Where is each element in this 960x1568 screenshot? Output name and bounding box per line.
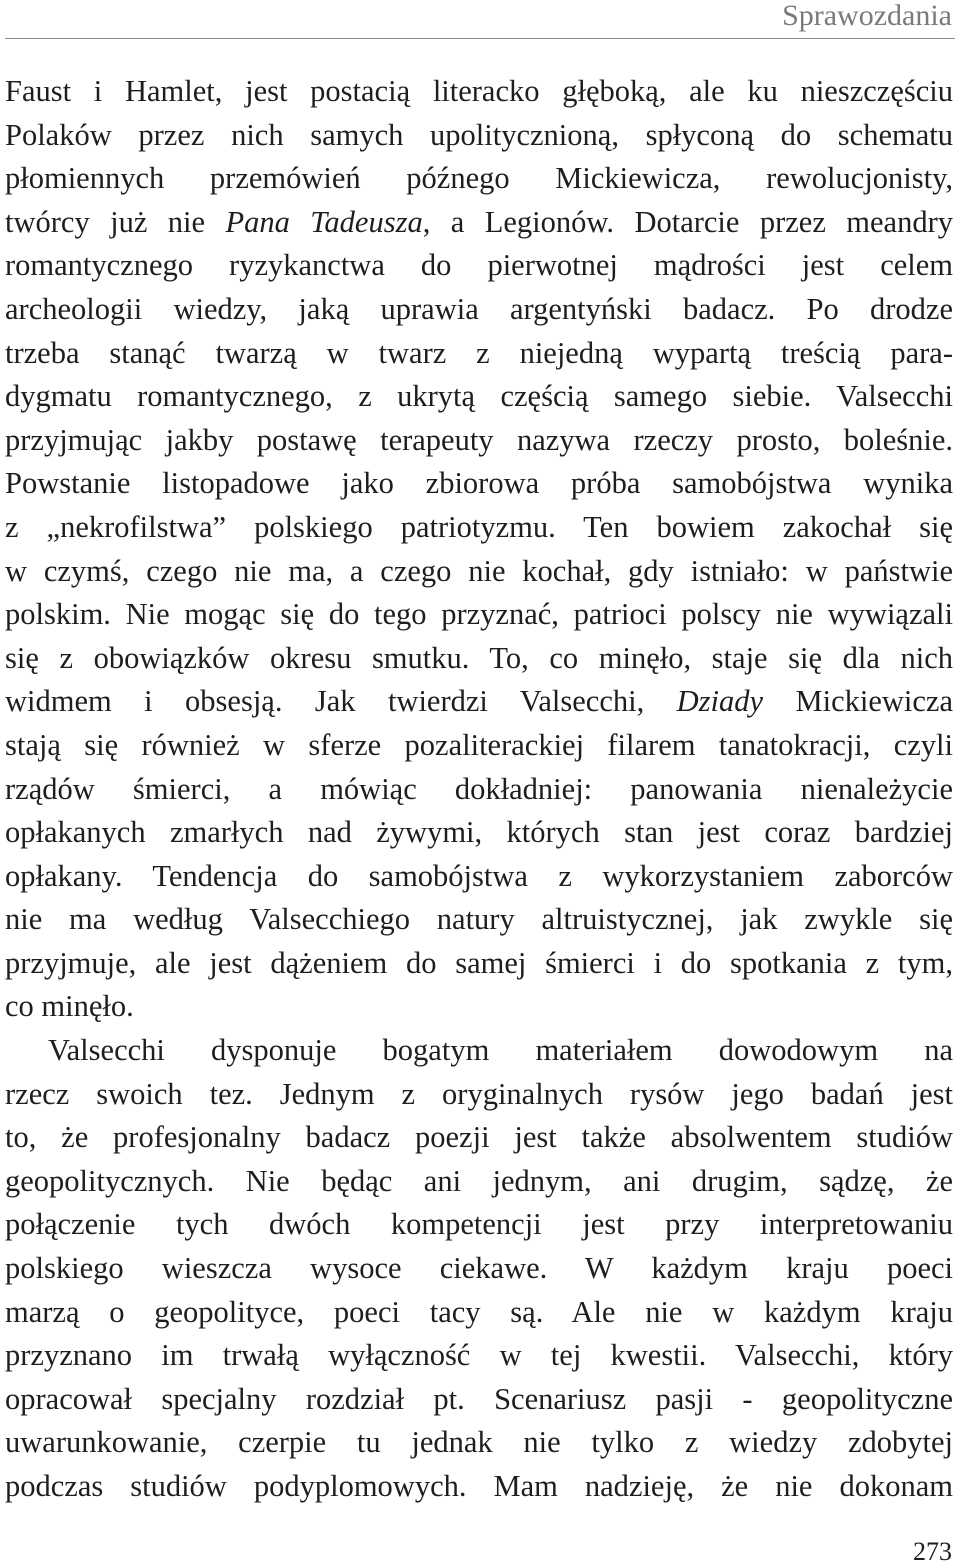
text-run: opłakany. Tendencja do samobójstwa z wykorzystaniem zaborców <box>5 858 953 893</box>
text-line <box>5 1116 953 1160</box>
text-line <box>5 898 953 942</box>
text-line <box>5 1160 953 1204</box>
text-line <box>5 1291 953 1335</box>
text-line <box>5 1421 953 1465</box>
text-run: archeologii wiedzy, jaką uprawia argentyński badacz. Po drodze <box>5 291 953 326</box>
text-run: widmem i obsesją. Jak twierdzi Valsecchi, <box>5 684 677 719</box>
text-run: trzeba stanąć twarzą w twarz z niejedną wypartą treścią para- <box>5 335 953 370</box>
text-line <box>5 70 953 114</box>
paragraph-p1 <box>5 70 953 1029</box>
text-run: geopolitycznych. Nie będąc ani jednym, ani drugim, sądzę, że <box>5 1163 953 1198</box>
text-run: rzecz swoich tez. Jednym z oryginalnych rysów jego badań jest <box>5 1076 953 1111</box>
text-line <box>5 419 953 463</box>
text-run: rządów śmierci, a mówiąc dokładniej: panowania nienależycie <box>5 771 953 806</box>
text-run: to, że profesjonalny badacz poezji jest także absolwentem studiów <box>5 1120 953 1155</box>
text-line <box>5 637 953 681</box>
text-line <box>5 855 953 899</box>
text-line <box>5 1073 953 1117</box>
text-run: Powstanie listopadowe jako zbiorowa próba samobójstwa wynika <box>5 466 953 501</box>
header-rule <box>5 38 955 39</box>
text-line <box>5 201 953 245</box>
text-run: dygmatu romantycznego, z ukrytą częścią samego siebie. Valsecchi <box>5 379 953 414</box>
text-line <box>5 985 953 1029</box>
text-run: polskim. Nie mogąc się do tego przyznać, patrioci polscy nie wywiązali <box>5 597 953 632</box>
text-run: z „nekrofilstwa” polskiego patriotyzmu. Ten bowiem zakochał się <box>5 509 953 544</box>
text-line <box>5 1465 953 1509</box>
text-line <box>5 1334 953 1378</box>
text-run: przyznano im trwałą wyłączność w tej kwestii. Valsecchi, który <box>5 1338 953 1373</box>
text-run: Polaków przez nich samych upolitycznioną, spłyconą do schematu <box>5 117 953 152</box>
text-run: twórcy już nie <box>5 204 226 239</box>
text-line <box>5 288 953 332</box>
text-line <box>5 462 953 506</box>
text-run: połączenie tych dwóch kompetencji jest przy interpretowaniu <box>5 1207 953 1242</box>
paragraph-p2 <box>5 1029 953 1509</box>
italic-title: Dziady <box>676 684 764 719</box>
text-run: co minęło. <box>5 989 134 1024</box>
running-head: Sprawozdania <box>782 0 952 32</box>
text-line <box>5 593 953 637</box>
text-line <box>5 1247 953 1291</box>
text-run: przyjmuje, ale jest dążeniem do samej śmierci i do spotkania z tym, <box>5 945 953 980</box>
text-line <box>5 1029 953 1073</box>
text-run: Faust i Hamlet, jest postacią literacko głęboką, ale ku nieszczęściu <box>5 74 953 108</box>
text-run: w czymś, czego nie ma, a czego nie kochał, gdy istniało: w państwie <box>5 553 953 588</box>
page-number: 273 <box>913 1537 952 1566</box>
text-run: polskiego wieszcza wysoce ciekawe. W każdym kraju poeci <box>5 1251 953 1286</box>
text-run: płomiennych przemówień późnego Mickiewicza, rewolucjonisty, <box>5 161 953 196</box>
text-run: , a Legionów. Dotarcie przez meandry <box>422 204 953 239</box>
text-line <box>5 157 953 201</box>
text-line <box>5 375 953 419</box>
text-run: uwarunkowanie, czerpie tu jednak nie tylko z wiedzy zdobytej <box>5 1425 953 1460</box>
text-run: Valsecchi dysponuje bogatym materiałem dowodowym na <box>48 1033 953 1068</box>
text-run: stają się również w sferze pozaliterackiej filarem tanatokracji, czyli <box>5 727 953 762</box>
text-run: nie ma według Valsecchiego natury altruistycznej, jak zwykle się <box>5 902 953 937</box>
text-run: opracował specjalny rozdział pt. Scenariusz pasji - geopolityczne <box>5 1381 953 1416</box>
italic-title: Pana Tadeusza <box>225 204 423 239</box>
text-line <box>5 332 953 376</box>
text-run: Mickiewicza <box>763 684 953 719</box>
text-run: przyjmując jakby postawę terapeuty nazywa rzeczy prosto, boleśnie. <box>5 422 953 457</box>
text-line <box>5 942 953 986</box>
text-line <box>5 811 953 855</box>
text-line <box>5 680 953 724</box>
text-run: romantycznego ryzykanctwa do pierwotnej mądrości jest celem <box>5 248 953 283</box>
text-line <box>5 244 953 288</box>
text-run: opłakanych zmarłych nad żywymi, których stan jest coraz bardziej <box>5 815 953 850</box>
text-line <box>5 1378 953 1422</box>
text-run: podczas studiów podyplomowych. Mam nadzieję, że nie dokonam <box>5 1469 953 1503</box>
text-line <box>5 506 953 550</box>
text-line <box>5 114 953 158</box>
text-line <box>5 1203 953 1247</box>
text-run: marzą o geopolityce, poeci tacy są. Ale nie w każdym kraju <box>5 1294 953 1329</box>
text-run: się z obowiązków okresu smutku. To, co minęło, staje się dla nich <box>5 640 953 675</box>
text-line <box>5 768 953 812</box>
text-line <box>5 550 953 594</box>
text-line <box>5 724 953 768</box>
article-body <box>5 70 953 1509</box>
